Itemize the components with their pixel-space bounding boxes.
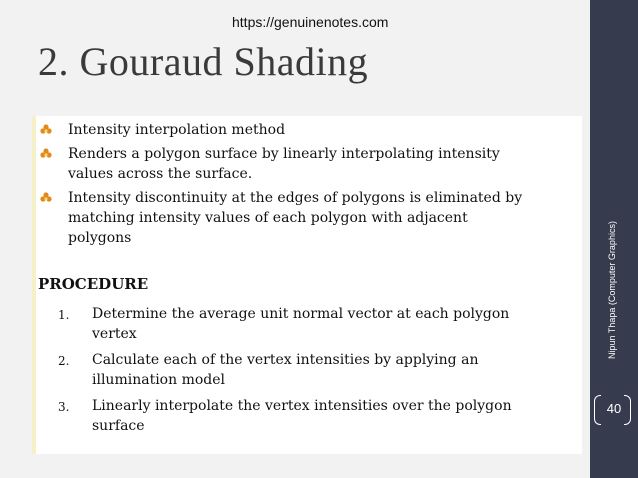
step-line: vertex xyxy=(92,326,137,342)
step-line: Linearly interpolate the vertex intensities over the polygon xyxy=(92,398,512,414)
bullet-line: Intensity interpolation method xyxy=(68,122,286,138)
step-number: 3. xyxy=(58,400,70,414)
step-line: surface xyxy=(92,418,145,434)
procedure-heading: PROCEDURE xyxy=(38,275,149,293)
orange-flower-bullet-icon xyxy=(40,148,52,160)
source-url: https://genuinenotes.com xyxy=(232,14,389,30)
slide-title: 2. Gouraud Shading xyxy=(38,39,369,84)
step-line: Calculate each of the vertex intensities by applying an xyxy=(92,352,479,368)
step-line: Determine the average unit normal vector at each polygon xyxy=(92,306,510,322)
bullet-line: Intensity discontinuity at the edges of polygons is eliminated by xyxy=(68,190,523,206)
step-number: 1. xyxy=(58,308,70,322)
bullet-line: polygons xyxy=(68,230,132,246)
bullet-line: values across the surface. xyxy=(68,166,253,182)
page-number: 40 xyxy=(606,401,622,416)
bullet-line: matching intensity values of each polygon with adjacent xyxy=(68,210,468,226)
step-number: 2. xyxy=(58,354,70,368)
bullet-line: Renders a polygon surface by linearly interpolating intensity xyxy=(68,146,500,162)
step-line: illumination model xyxy=(92,372,225,388)
orange-flower-bullet-icon xyxy=(40,124,52,136)
orange-flower-bullet-icon xyxy=(40,192,52,204)
content-edge-highlight xyxy=(32,116,36,454)
author-caption: Nipun Thapa (Computer Graphics) xyxy=(607,221,617,359)
